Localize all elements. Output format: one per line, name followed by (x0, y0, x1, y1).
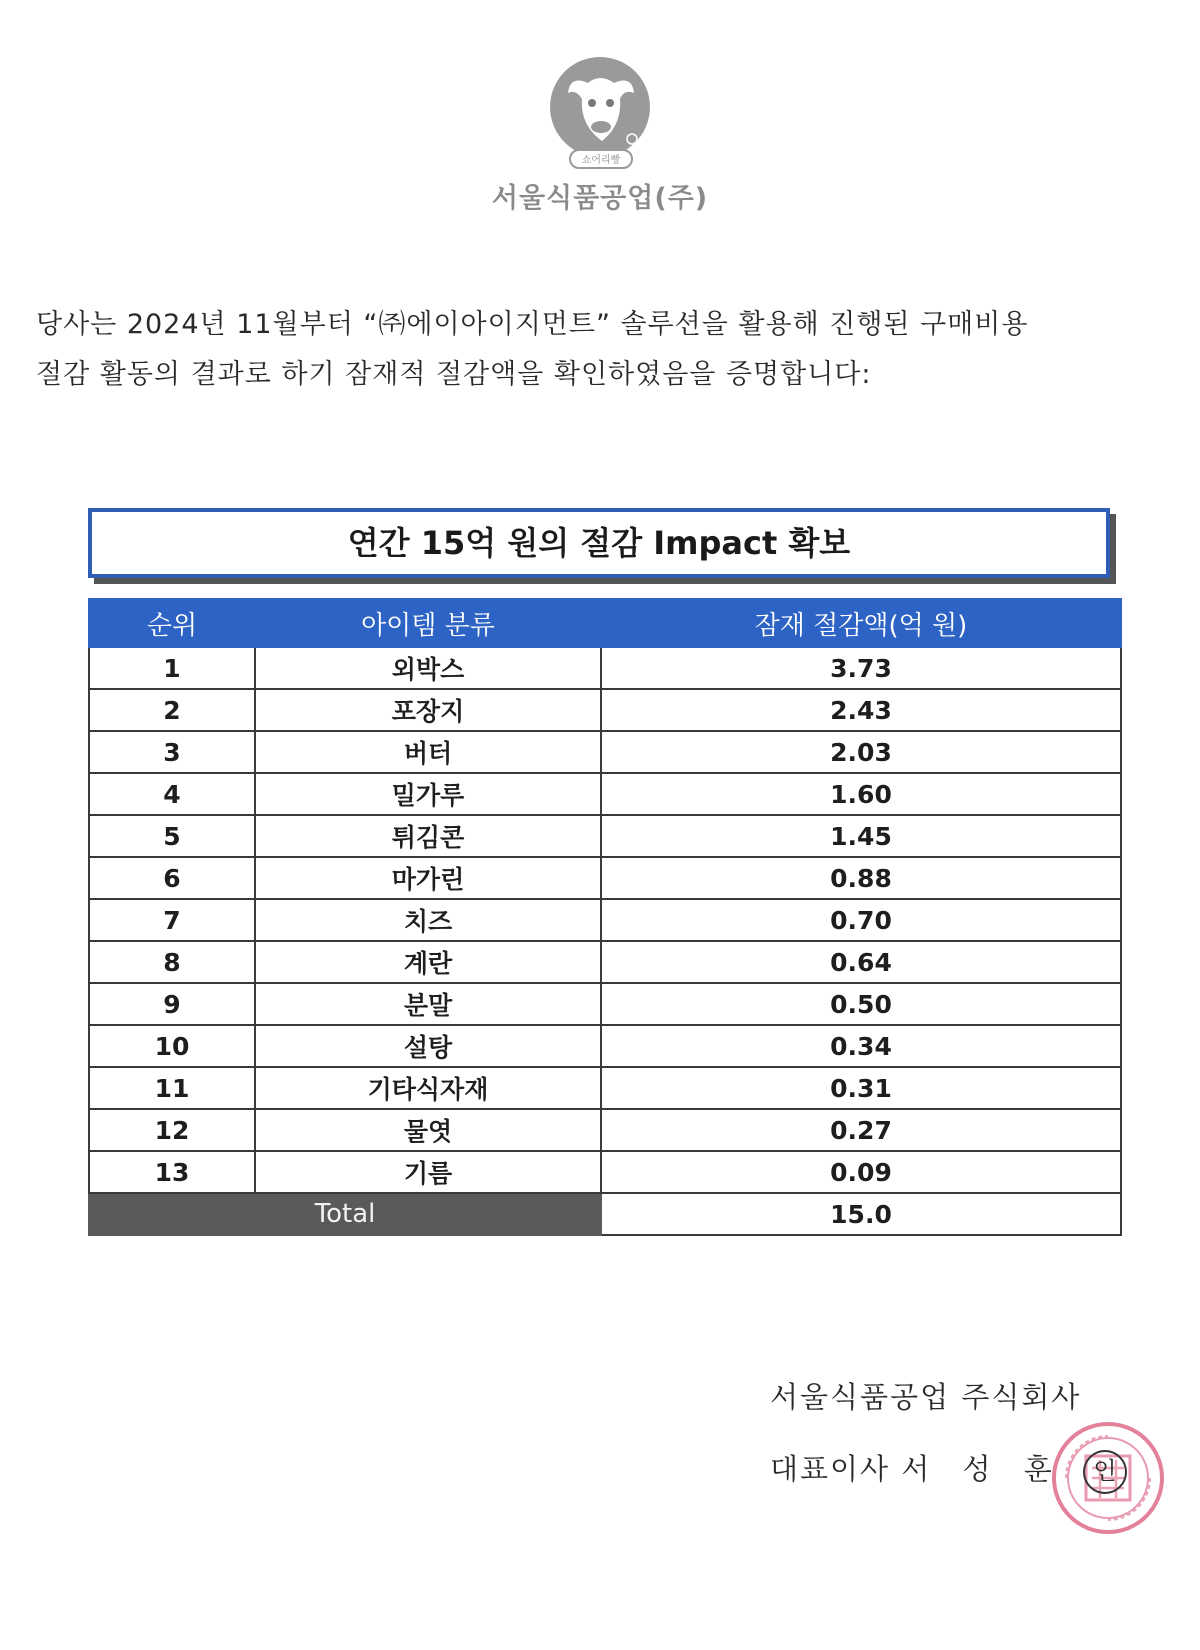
table-row (89, 983, 1121, 1025)
item-cell: 기름 (255, 1151, 601, 1193)
amount-cell: 1.45 (601, 815, 1121, 857)
item-cell: 튀김콘 (255, 815, 601, 857)
table-row (89, 689, 1121, 731)
rank-cell: 2 (89, 689, 255, 731)
amount-cell: 0.88 (601, 857, 1121, 899)
item-cell: 치즈 (255, 899, 601, 941)
item-cell: 기타식자재 (255, 1067, 601, 1109)
rank-cell: 11 (89, 1067, 255, 1109)
total-label: Total (89, 1193, 601, 1235)
item-cell: 계란 (255, 941, 601, 983)
rank-cell: 9 (89, 983, 255, 1025)
header-item: 아이템 분류 (255, 599, 601, 647)
rank-cell: 12 (89, 1109, 255, 1151)
signature-name: 서 성 훈 (901, 1452, 1064, 1486)
amount-cell: 0.09 (601, 1151, 1121, 1193)
item-cell: 물엿 (255, 1109, 601, 1151)
table-body (89, 647, 1121, 1193)
total-row (89, 1193, 1121, 1235)
item-cell: 설탕 (255, 1025, 601, 1067)
signature-company: 서울식품공업 주식회사 (770, 1380, 1082, 1414)
amount-cell: 2.43 (601, 689, 1121, 731)
amount-cell: 3.73 (601, 647, 1121, 689)
table-row (89, 857, 1121, 899)
signature-title: 대표이사 (770, 1452, 891, 1486)
amount-cell: 0.34 (601, 1025, 1121, 1067)
table-title-box (88, 508, 1110, 578)
seal-char: 인 (1083, 1450, 1127, 1494)
header-amount: 잠재 절감액(억 원) (601, 599, 1121, 647)
amount-cell: 0.64 (601, 941, 1121, 983)
item-cell: 포장지 (255, 689, 601, 731)
item-cell: 밀가루 (255, 773, 601, 815)
rank-cell: 1 (89, 647, 255, 689)
table-row (89, 1151, 1121, 1193)
table-row (89, 899, 1121, 941)
amount-cell: 1.60 (601, 773, 1121, 815)
amount-cell: 0.27 (601, 1109, 1121, 1151)
table-row (89, 647, 1121, 689)
rank-cell: 6 (89, 857, 255, 899)
rank-cell: 5 (89, 815, 255, 857)
table-row (89, 941, 1121, 983)
company-logo (470, 55, 730, 225)
amount-cell: 0.70 (601, 899, 1121, 941)
item-cell: 버터 (255, 731, 601, 773)
amount-cell: 0.50 (601, 983, 1121, 1025)
bull-logo-icon (540, 55, 660, 170)
rank-cell: 3 (89, 731, 255, 773)
rank-cell: 7 (89, 899, 255, 941)
table-row (89, 1067, 1121, 1109)
intro-line-2: 절감 활동의 결과로 하기 잠재적 절감액을 확인하였음을 증명합니다: (36, 359, 872, 390)
table-header-row (89, 599, 1121, 647)
rank-cell: 13 (89, 1151, 255, 1193)
intro-paragraph (36, 300, 1166, 400)
table-title: 연간 15억 원의 절감 Impact 확보 (347, 524, 851, 562)
rank-cell: 10 (89, 1025, 255, 1067)
table-row (89, 1109, 1121, 1151)
table-row (89, 815, 1121, 857)
item-cell: 분말 (255, 983, 601, 1025)
amount-cell: 2.03 (601, 731, 1121, 773)
amount-cell: 0.31 (601, 1067, 1121, 1109)
savings-table (88, 598, 1122, 1236)
logo-badge-text: 쇼어리빵 (581, 155, 621, 166)
table-row (89, 1025, 1121, 1067)
header-rank: 순위 (89, 599, 255, 647)
rank-cell: 4 (89, 773, 255, 815)
total-value: 15.0 (601, 1193, 1121, 1235)
item-cell: 외박스 (255, 647, 601, 689)
item-cell: 마가린 (255, 857, 601, 899)
table-row (89, 773, 1121, 815)
table-row (89, 731, 1121, 773)
intro-line-1: 당사는 2024년 11월부터 “㈜에이아이지먼트” 솔루션을 활용해 진행된 구매비용 (36, 309, 1029, 340)
company-logo-text: 서울식품공업(주) (491, 183, 709, 214)
rank-cell: 8 (89, 941, 255, 983)
